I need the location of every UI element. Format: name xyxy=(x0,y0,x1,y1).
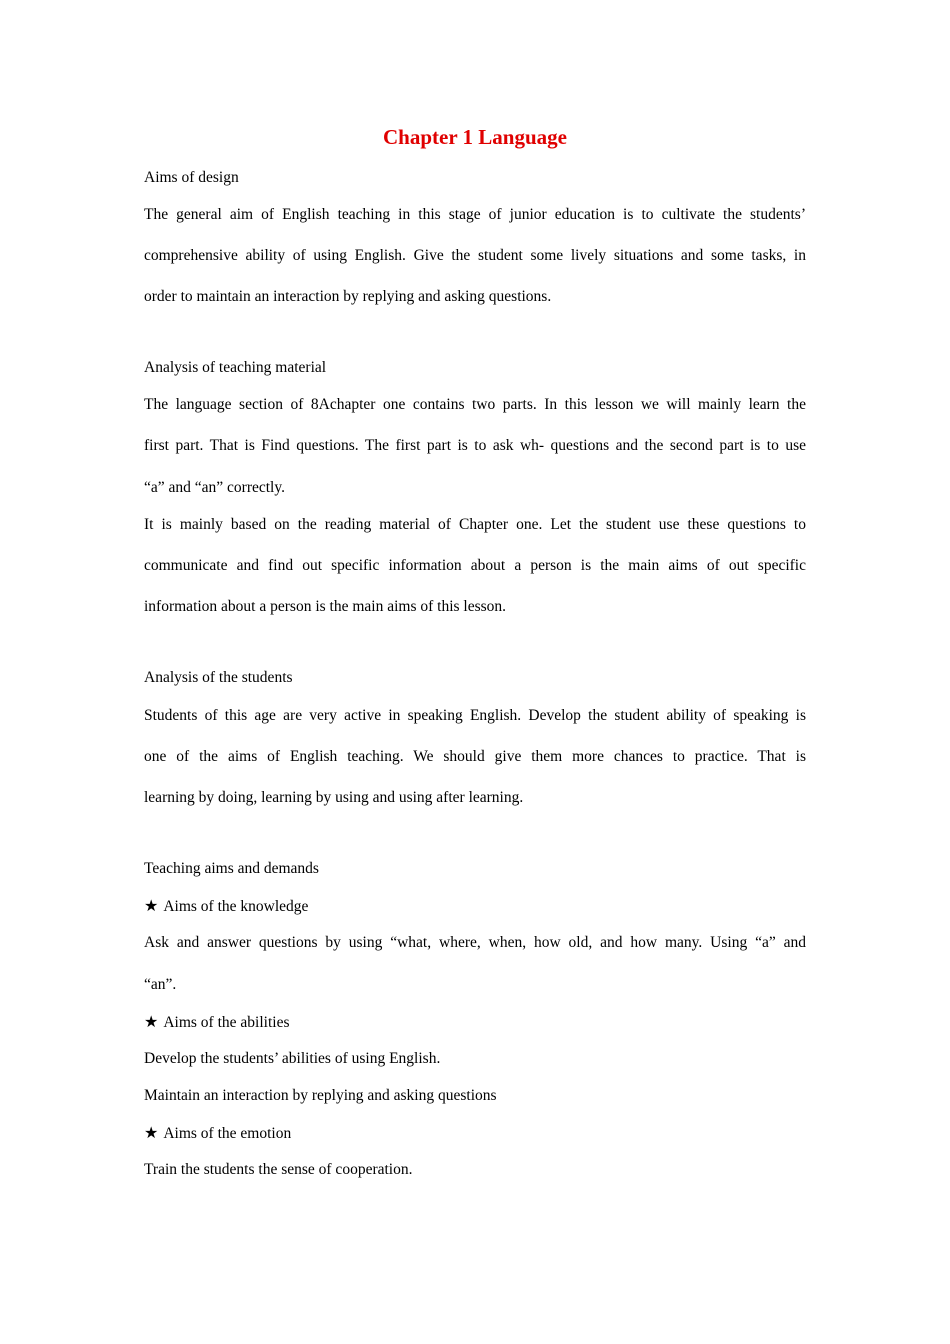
paragraph-line: The language section of 8Achapter one contains two parts. In this lesson we will mainly learn the xyxy=(144,396,806,413)
subheading-abilities xyxy=(144,1012,806,1033)
star-icon: ★ xyxy=(144,896,159,915)
paragraph-line: order to maintain an interaction by replying and asking questions. xyxy=(144,288,552,305)
paragraph-line: “a” and “an” correctly. xyxy=(144,479,285,496)
paragraph-line: comprehensive ability of using English. Give the student some lively situations and some tasks, in xyxy=(144,247,806,264)
paragraph-line: first part. That is Find questions. The first part is to ask wh- questions and the second part is to use xyxy=(144,437,806,454)
paragraph-line: communicate and find out specific information about a person is the main aims of out specific xyxy=(144,557,806,574)
paragraph-line: The general aim of English teaching in this stage of junior education is to cultivate the students’ xyxy=(144,206,806,223)
paragraph-line: Ask and answer questions by using “what, where, when, how old, and how many. Using “a” and xyxy=(144,934,806,951)
star-icon: ★ xyxy=(144,1123,159,1142)
paragraph-line: Develop the students’ abilities of using English. xyxy=(144,1050,441,1067)
paragraph-line: “an”. xyxy=(144,976,177,993)
paragraph-line: Maintain an interaction by replying and asking questions xyxy=(144,1087,497,1104)
section-heading-teaching-material: Analysis of teaching material xyxy=(144,359,327,376)
section-heading-teaching-aims: Teaching aims and demands xyxy=(144,860,319,877)
paragraph-line: one of the aims of English teaching. We should give them more chances to practice. That is xyxy=(144,748,806,765)
subheading-knowledge xyxy=(144,896,806,917)
paragraph-line: Train the students the sense of cooperation. xyxy=(144,1161,413,1178)
subheading-label: Aims of the knowledge xyxy=(163,898,309,915)
section-heading-aims-of-design: Aims of design xyxy=(144,169,239,186)
paragraph-line: Students of this age are very active in speaking English. Develop the student ability of speaking is xyxy=(144,707,806,724)
paragraph-line: It is mainly based on the reading material of Chapter one. Let the student use these questions to xyxy=(144,516,806,533)
paragraph-line: learning by doing, learning by using and using after learning. xyxy=(144,789,524,806)
page-title: Chapter 1 Language xyxy=(383,125,567,149)
star-icon: ★ xyxy=(144,1012,159,1031)
section-heading-students: Analysis of the students xyxy=(144,669,293,686)
subheading-label: Aims of the abilities xyxy=(163,1014,290,1031)
paragraph-line: information about a person is the main aims of this lesson. xyxy=(144,598,507,615)
subheading-label: Aims of the emotion xyxy=(163,1125,292,1142)
subheading-emotion xyxy=(144,1123,806,1144)
